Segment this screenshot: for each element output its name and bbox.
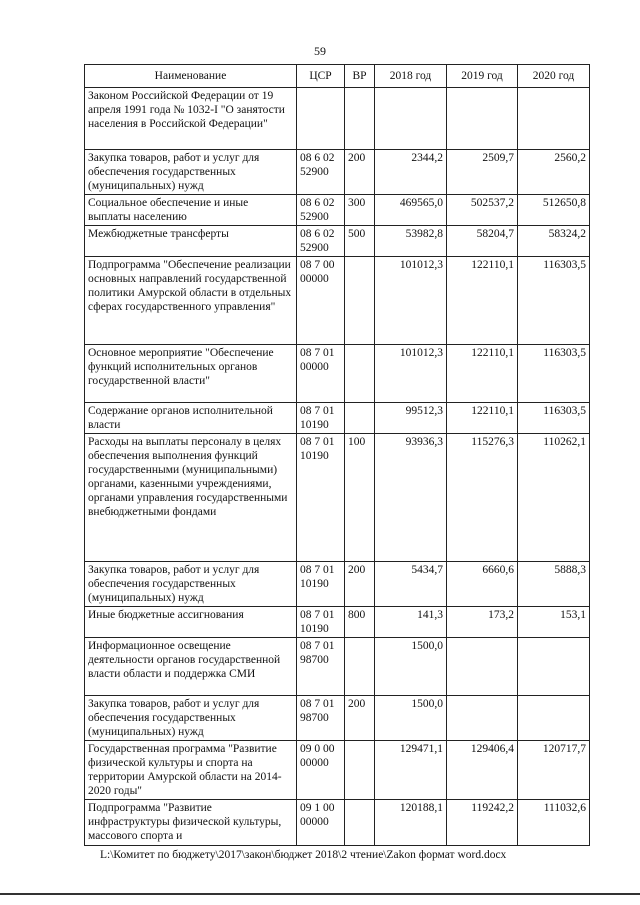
- row-2018: 101012,3: [375, 257, 447, 345]
- row-vr: [345, 257, 375, 345]
- row-2018: 5434,7: [375, 562, 447, 607]
- row-2020: 2560,2: [518, 150, 590, 195]
- page-number: 59: [314, 44, 326, 58]
- row-2019: 115276,3: [447, 434, 518, 562]
- row-vr: [345, 800, 375, 846]
- header-2020: 2020 год: [518, 65, 590, 88]
- row-2019: 173,2: [447, 607, 518, 638]
- header-csr: ЦСР: [297, 65, 345, 88]
- row-vr: 100: [345, 434, 375, 562]
- row-name: Межбюджетные трансферты: [85, 226, 297, 257]
- row-vr: [345, 741, 375, 800]
- row-2018: 120188,1: [375, 800, 447, 846]
- row-2019: [447, 88, 518, 150]
- header-vr: ВР: [345, 65, 375, 88]
- row-csr: 08 6 02 52900: [297, 150, 345, 195]
- budget-table: [84, 64, 590, 846]
- row-2018: 53982,8: [375, 226, 447, 257]
- row-vr: 500: [345, 226, 375, 257]
- row-2020: 5888,3: [518, 562, 590, 607]
- table-row: [85, 195, 590, 226]
- row-name: Законом Российской Федерации от 19 апреля 1991 года № 1032-I "О занятости населения в Российской Федерации": [85, 88, 297, 150]
- row-csr: 08 6 02 52900: [297, 195, 345, 226]
- row-2018: 93936,3: [375, 434, 447, 562]
- row-csr: 08 7 01 10190: [297, 403, 345, 434]
- row-vr: 300: [345, 195, 375, 226]
- table-row: [85, 800, 590, 846]
- row-2018: 1500,0: [375, 638, 447, 696]
- row-2020: 116303,5: [518, 403, 590, 434]
- table-header-row: [85, 65, 590, 88]
- row-name: Закупка товаров, работ и услуг для обеспечения государственных (муниципальных) нужд: [85, 562, 297, 607]
- row-name: Закупка товаров, работ и услуг для обеспечения государственных (муниципальных) нужд: [85, 150, 297, 195]
- table-row: [85, 88, 590, 150]
- row-2019: 502537,2: [447, 195, 518, 226]
- row-name: Информационное освещение деятельности органов государственной власти области и поддержка СМИ: [85, 638, 297, 696]
- row-2020: 111032,6: [518, 800, 590, 846]
- row-csr: 09 1 00 00000: [297, 800, 345, 846]
- row-vr: 800: [345, 607, 375, 638]
- row-2020: 512650,8: [518, 195, 590, 226]
- table-row: [85, 638, 590, 696]
- row-vr: [345, 403, 375, 434]
- row-2019: 122110,1: [447, 345, 518, 403]
- row-name: Государственная программа "Развитие физической культуры и спорта на территории Амурской области на 2014-2020 годы": [85, 741, 297, 800]
- table-row: [85, 150, 590, 195]
- row-vr: 200: [345, 696, 375, 741]
- row-2019: 2509,7: [447, 150, 518, 195]
- table-row: [85, 403, 590, 434]
- row-csr: 08 6 02 52900: [297, 226, 345, 257]
- row-2019: [447, 638, 518, 696]
- row-2020: 116303,5: [518, 345, 590, 403]
- row-name: Расходы на выплаты персоналу в целях обеспечения выполнения функций государственными (муниципальными) органами, казенными учреждениями, органами управления государственными внебюджетными фондами: [85, 434, 297, 562]
- row-vr: 200: [345, 562, 375, 607]
- table-row: [85, 434, 590, 562]
- row-vr: [345, 638, 375, 696]
- row-name: Социальное обеспечение и иные выплаты населению: [85, 195, 297, 226]
- row-2018: 129471,1: [375, 741, 447, 800]
- row-2019: 122110,1: [447, 257, 518, 345]
- row-csr: 08 7 01 00000: [297, 345, 345, 403]
- row-2020: 120717,7: [518, 741, 590, 800]
- row-2019: 122110,1: [447, 403, 518, 434]
- row-csr: 08 7 01 98700: [297, 638, 345, 696]
- row-2019: 58204,7: [447, 226, 518, 257]
- bottom-rule: [0, 893, 640, 895]
- row-csr: 08 7 01 10190: [297, 562, 345, 607]
- row-vr: 200: [345, 150, 375, 195]
- row-2020: 153,1: [518, 607, 590, 638]
- row-csr: 08 7 01 10190: [297, 607, 345, 638]
- row-name: Основное мероприятие "Обеспечение функций исполнительных органов государственной власти": [85, 345, 297, 403]
- table-row: [85, 696, 590, 741]
- row-vr: [345, 88, 375, 150]
- row-2020: [518, 696, 590, 741]
- row-2020: 58324,2: [518, 226, 590, 257]
- row-csr: 08 7 01 98700: [297, 696, 345, 741]
- row-2018: 1500,0: [375, 696, 447, 741]
- table-row: [85, 345, 590, 403]
- row-csr: 08 7 00 00000: [297, 257, 345, 345]
- row-csr: 08 7 01 10190: [297, 434, 345, 562]
- row-name: Подпрограмма "Развитие инфраструктуры физической культуры, массового спорта и: [85, 800, 297, 846]
- table-row: [85, 257, 590, 345]
- table-row: [85, 226, 590, 257]
- row-2018: 2344,2: [375, 150, 447, 195]
- row-name: Закупка товаров, работ и услуг для обеспечения государственных (муниципальных) нужд: [85, 696, 297, 741]
- footer-file-path: L:\Комитет по бюджету\2017\закон\бюджет 2018\2 чтение\Zakon формат word.docx: [100, 849, 507, 861]
- header-name: Наименование: [85, 65, 297, 88]
- table-row: [85, 741, 590, 800]
- row-name: Подпрограмма "Обеспечение реализации основных направлений государственной политики Амурской области в отдельных сферах государственного управления": [85, 257, 297, 345]
- row-name: Иные бюджетные ассигнования: [85, 607, 297, 638]
- row-name: Содержание органов исполнительной власти: [85, 403, 297, 434]
- row-2020: 116303,5: [518, 257, 590, 345]
- row-2018: 469565,0: [375, 195, 447, 226]
- row-csr: 09 0 00 00000: [297, 741, 345, 800]
- row-2019: 6660,6: [447, 562, 518, 607]
- header-2019: 2019 год: [447, 65, 518, 88]
- row-2019: 129406,4: [447, 741, 518, 800]
- table-row: [85, 607, 590, 638]
- row-csr: [297, 88, 345, 150]
- row-2019: 119242,2: [447, 800, 518, 846]
- row-vr: [345, 345, 375, 403]
- row-2020: 110262,1: [518, 434, 590, 562]
- table-row: [85, 562, 590, 607]
- row-2018: [375, 88, 447, 150]
- row-2018: 141,3: [375, 607, 447, 638]
- row-2019: [447, 696, 518, 741]
- row-2020: [518, 88, 590, 150]
- header-2018: 2018 год: [375, 65, 447, 88]
- table-body: [85, 88, 590, 846]
- row-2018: 99512,3: [375, 403, 447, 434]
- row-2018: 101012,3: [375, 345, 447, 403]
- row-2020: [518, 638, 590, 696]
